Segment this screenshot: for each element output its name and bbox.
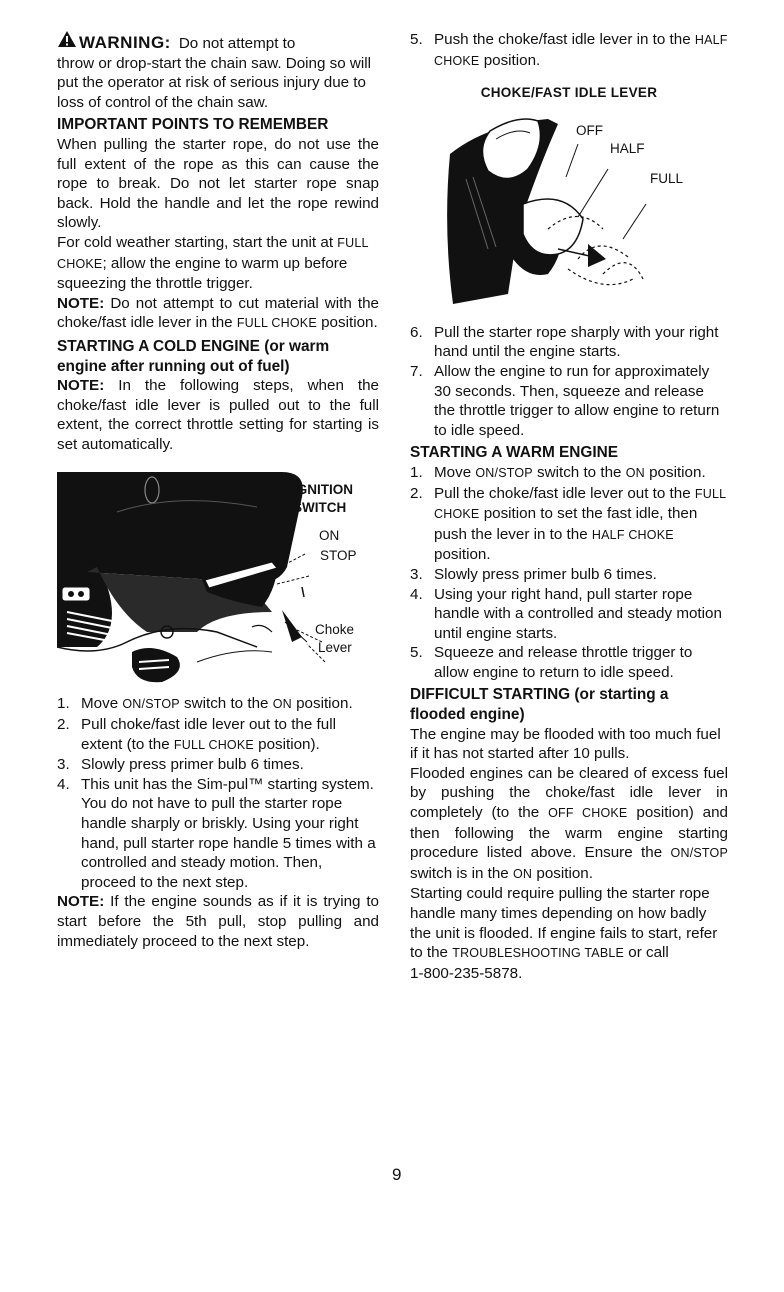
label-on: ON	[319, 528, 340, 544]
cold-start-note-2: NOTE: If the engine sounds as if it is trying to start before the 5th pull, stop pulling and immediately proceed to the next step.	[57, 893, 379, 950]
warning-text-first: Do not attempt to	[178, 35, 296, 52]
cold-step-2: 2. Pull choke/fast idle lever out to the full extent (to the FULL CHOKE position).	[57, 716, 336, 753]
warning-label: WARNING:	[79, 33, 171, 52]
choke-lever-figure	[428, 109, 728, 317]
difficult-para-1: The engine may be flooded with too much fuel if it has not started after 10 pulls.	[410, 725, 721, 763]
difficult-para-2: Flooded engines can be cleared of excess fuel by pushing the choke/fast idle lever in completely (to the OFF CHOKE position) and then following the warm engine starting procedure listed above. Ensure the ON/STOP switch is in the ON position.	[410, 764, 729, 882]
warm-start-heading: STARTING A WARM ENGINE	[410, 444, 619, 462]
label-half: HALF	[610, 140, 645, 156]
warm-start-steps	[410, 463, 728, 683]
label-stop: STOP	[320, 548, 357, 564]
support-phone: 1-800-235-5878.	[410, 964, 523, 982]
important-heading: IMPORTANT POINTS TO REMEMBER	[57, 116, 329, 134]
choke-lever-illustration	[428, 109, 728, 309]
cold-step-5-list	[410, 30, 728, 71]
label-choke: Choke	[315, 622, 355, 638]
warm-step-3: 3. Slowly press primer bulb 6 times.	[410, 565, 657, 583]
cold-step-5: 5. Push the choke/fast idle lever in to the HALF CHOKE position.	[410, 31, 728, 69]
cold-step-1: 1. Move ON/STOP switch to the ON position.	[57, 695, 353, 713]
important-para-2: For cold weather starting, start the unit at FULL CHOKE; allow the engine to warm up before squeezing the throttle trigger.	[57, 233, 369, 293]
difficult-para-3: Starting could require pulling the starter rope handle many times depending on how badly the unit is flooded. If engine fails to start, refer to the TROUBLESHOOTING TABLE or call 1-800-235-5878.	[410, 885, 718, 982]
important-para-1: When pulling the starter rope, do not use the full extent of the rope as this can cause the rope to break. Do not let starter rope snap back. Hold the handle and let the rope rewind slowly.	[57, 135, 379, 232]
label-full: FULL	[650, 170, 684, 186]
cold-start-heading: STARTING A COLD ENGINE (or warm engine after running out of fuel)	[57, 337, 330, 375]
cold-start-note: NOTE: In the following steps, when the choke/fast idle lever is pulled out to the full extent, the correct throttle setting for starting is set automatically.	[57, 377, 379, 453]
cold-step-3: 3. Slowly press primer bulb 6 times.	[57, 756, 304, 774]
warm-step-2: 2. Pull the choke/fast idle lever out to the FULL CHOKE position to set the fast idle, then push the lever in to the HALF CHOKE position.	[410, 484, 726, 564]
warm-step-4: 4. Using your right hand, pull starter rope handle with a controlled and steady motion until engine starts.	[410, 585, 722, 642]
ignition-switch-figure	[57, 472, 377, 684]
warm-step-5: 5. Squeeze and release throttle trigger to allow engine to return to idle speed.	[410, 644, 693, 681]
label-lever: Lever	[318, 640, 352, 656]
warm-step-1: 1. Move ON/STOP switch to the ON position.	[410, 463, 706, 481]
page-number: 9	[392, 1165, 402, 1184]
warning-text: throw or drop-start the chain saw. Doing so will put the operator at risk of serious injury due to loss of control of the chain saw.	[57, 54, 372, 111]
difficult-start-heading: DIFFICULT STARTING (or starting a flooded engine)	[410, 686, 669, 724]
left-column	[57, 30, 379, 951]
cold-steps-continued	[410, 323, 728, 441]
cold-step-7: 7. Allow the engine to run for approximately 30 seconds. Then, squeeze and release the throttle trigger to allow engine to return to idle speed.	[410, 362, 720, 439]
warning-line	[57, 30, 379, 54]
label-off: OFF	[576, 122, 603, 138]
label-switch: SWITCH	[293, 500, 347, 516]
right-column	[410, 30, 728, 983]
cold-step-4: 4. This unit has the Sim-pul™ starting system. You do not have to pull the starter rope handle sharply or briskly. Using your right hand, pull starter rope handle 5 times with a controlled and steady motion. Then, proceed to the next step.	[57, 775, 376, 891]
label-ignition: IGNITION	[293, 482, 353, 498]
cold-start-steps	[57, 694, 379, 892]
choke-figure-title: CHOKE/FAST IDLE LEVER	[480, 85, 658, 101]
cold-step-6: 6. Pull the starter rope sharply with your right hand until the engine starts.	[410, 323, 719, 361]
warning-triangle-icon	[57, 30, 77, 48]
important-note: NOTE: Do not attempt to cut material with the choke/fast idle lever in the FULL CHOKE position.	[57, 294, 379, 332]
